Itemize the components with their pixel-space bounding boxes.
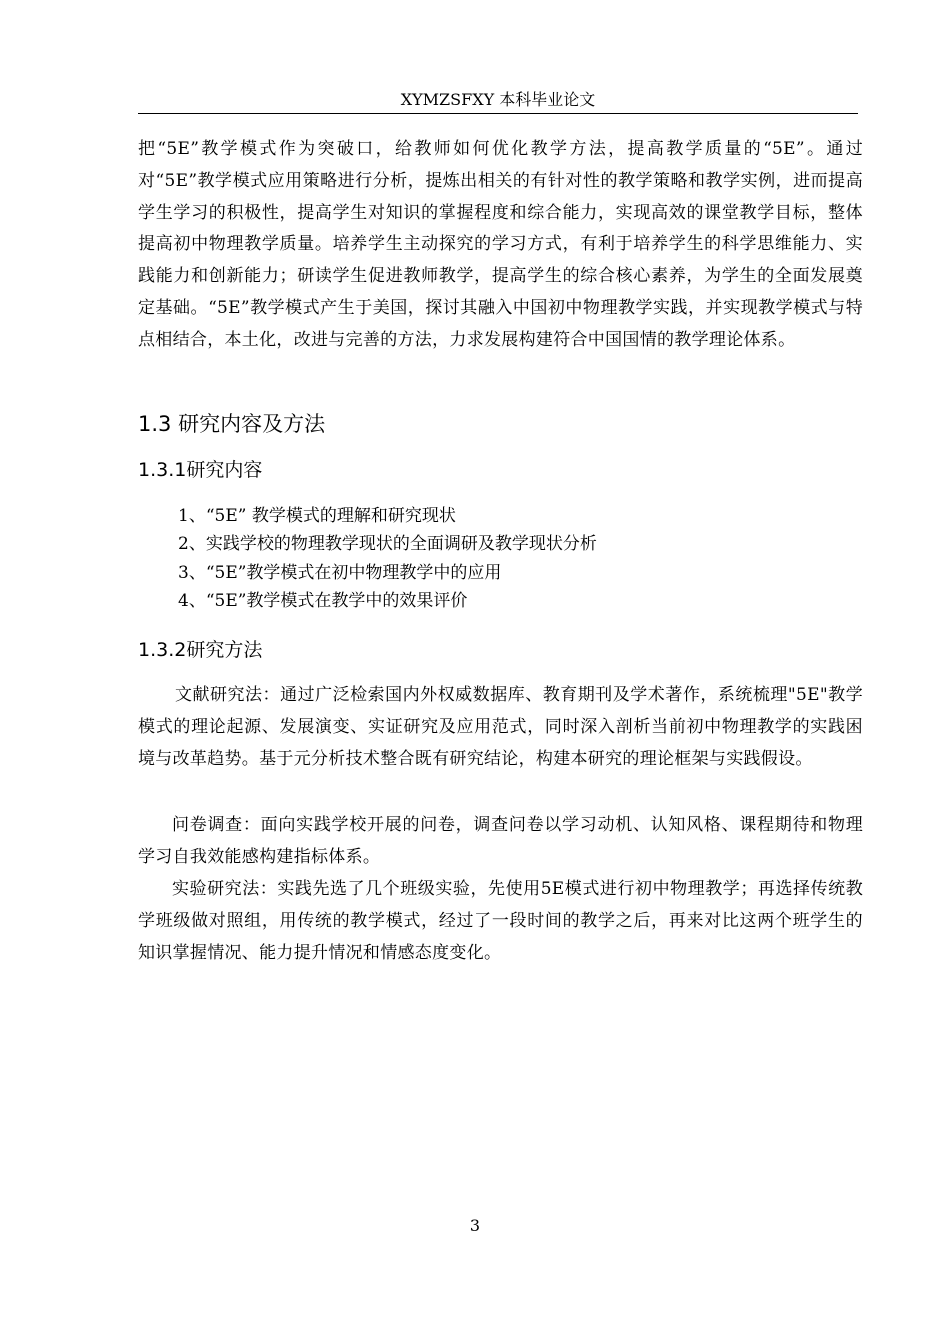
section-heading-1-3: 1.3 研究内容及方法 [138,412,326,436]
method-paragraph-literature: 文献研究法：通过广泛检索国内外权威数据库、教育期刊及学术著作，系统梳理"5E"教学模式的理论起源、发展演变、实证研究及应用范式，同时深入剖析当前初中物理教学的实践困境与改革趋势。基于元分析技术整合既有研究结论，构建本研究的理论框架与实践假设。 [138,685,863,769]
list-item: 1、“5E” 教学模式的理解和研究现状 [178,506,456,526]
list-item: 4、“5E”教学模式在教学中的效果评价 [178,591,468,611]
subsection-heading-1-3-2: 1.3.2研究方法 [138,639,263,661]
method-paragraph-survey: 问卷调查：面向实践学校开展的问卷，调查问卷以学习动机、认知风格、课程期待和物理学习自我效能感构建指标体系。 [138,815,863,867]
list-item: 3、“5E”教学模式在初中物理教学中的应用 [178,563,502,583]
subsection-heading-1-3-1: 1.3.1研究内容 [138,459,263,481]
method-paragraph-experiment: 实验研究法：实践先选了几个班级实验，先使用5E模式进行初中物理教学；再选择传统教学班级做对照组，用传统的教学模式，经过了一段时间的教学之后，再来对比这两个班学生的知识掌握情况、能力提升情况和情感态度变化。 [138,879,863,963]
page-number: 3 [469,1216,481,1235]
header-rule [138,113,858,114]
page-header-title: XYMZSFXY 本科毕业论文 [400,90,596,109]
list-item: 2、实践学校的物理教学现状的全面调研及教学现状分析 [178,534,597,554]
intro-paragraph: 把“5E”教学模式作为突破口，给教师如何优化教学方法，提高教学质量的“5E”。通过对“5E”教学模式应用策略进行分析，提炼出相关的有针对性的教学策略和教学实例，进而提高学生学习的积极性，提高学生对知识的掌握程度和综合能力，实现高效的课堂教学目标，整体提高初中物理教学质量。培养学生主动探究的学习方式，有利于培养学生的科学思维能力、实践能力和创新能力；研读学生促进教师教学，提高学生的综合核心素养，为学生的全面发展奠定基础。“5E”教学模式产生于美国，探讨其融入中国初中物理教学实践，并实现教学模式与特点相结合，本土化，改进与完善的方法，力求发展构建符合中国国情的教学理论体系。 [138,139,863,350]
